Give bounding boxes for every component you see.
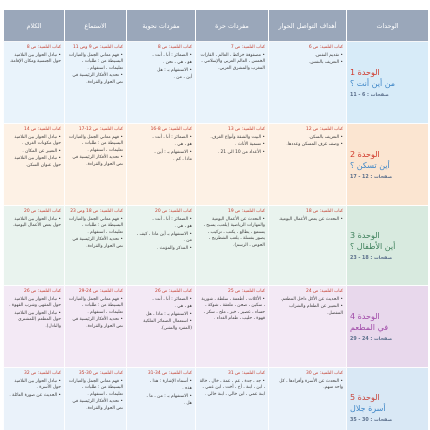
cell-line: • الأكلات ، أطعمة ، سلطة ، شوربة ، سكين ، صحن ، ملعقة ، شوكة ، حساء ، عصير ، خبز ، ملح ، سكر ، قهوة ، حليب ، طعام الغداء .	[201, 296, 265, 322]
cell-line: هو ، هي .	[174, 304, 192, 310]
goals-cell	[268, 206, 346, 286]
unit-cell	[346, 124, 428, 206]
header-units: الوحدات	[346, 10, 428, 42]
grammar-vocab-cell	[126, 124, 195, 206]
free-vocab-cell	[195, 206, 268, 286]
cell-line: • تبادل الحوار بين التلاميذ حول الجنسية ومكان الإقامة.	[9, 52, 61, 65]
cell-line: • الضمائر : أنا ، أنت ،	[152, 52, 192, 58]
cell-line: • تبادل الحوار بين التلاميذ حول الأسرة .	[14, 378, 61, 391]
listening-cell	[64, 206, 126, 286]
cell-line: • تحديد الأفكار الرئيسية في نص الحوار والقراءة.	[72, 73, 123, 85]
cell-line: • الضمائر : أنا ، أنت ،	[152, 134, 192, 140]
goals-cell	[268, 124, 346, 206]
cell-line: • التحدث عن الأسرة وأفرادها ، كل واحد منهم.	[279, 378, 343, 391]
cell-line: • تبادل الحوار بين التلاميذ حول بعض الأعمال اليومية.	[12, 216, 61, 229]
grammar-vocab-cell	[126, 286, 195, 368]
cell-line: • الضمائر : أنا ، أنت ،	[152, 216, 192, 222]
free-vocab-cell	[195, 42, 268, 124]
speaking-cell	[3, 368, 64, 430]
cell-line: • الحديث عن الأكل داخل المطعم.	[280, 296, 343, 302]
goals-cell	[268, 286, 346, 368]
cell-line: • الضمائر : أنا ، أنت ،	[152, 296, 192, 302]
book-reference: كتاب التلميذ: ص 18	[306, 209, 343, 214]
unit-title: أسرة جلال	[350, 403, 386, 413]
header-free-vocab: مفردات حرة	[195, 10, 268, 42]
cell-line: • تقديم النفس.	[314, 52, 343, 58]
cell-line: • التعبير عن المكان .	[22, 148, 61, 154]
grammar-vocab-cell	[126, 368, 195, 430]
cell-line: • التعريف بالسكن.	[308, 134, 343, 140]
cell-line: • أسماء الإشارة : هذا ،	[149, 378, 192, 384]
listening-cell	[64, 124, 126, 206]
book-reference: كتاب التلميذ: ص 6	[308, 45, 343, 50]
unit-pages: صفحات : 6 - 11	[350, 92, 389, 98]
cell-line: • تبادل الحوار بين التلاميذ حول المطعم (للمشتري والنادل).	[14, 310, 61, 329]
header-grammar-vocab: مفردات نحوية	[126, 10, 195, 42]
book-reference: كتاب التلميذ: ص 14	[24, 127, 61, 132]
speaking-cell	[3, 206, 64, 286]
unit-title: في المطعم	[350, 322, 389, 332]
cell-line: • فهم معاني الجمل والعبارات البسيطة من : طلبات ، تعليمات ، استفهام .	[68, 216, 123, 235]
curriculum-table	[3, 10, 428, 430]
cell-line: • فهم معاني الجمل والعبارات البسيطة من : طلبات ، تعليمات ، استفهام .	[68, 52, 123, 71]
unit-number: الوحدة 5	[350, 392, 380, 402]
unit-cell	[346, 286, 428, 368]
free-vocab-cell	[195, 124, 268, 206]
unit-pages: صفحات : 24 - 29	[350, 336, 393, 342]
cell-line: • تحديد الأفكار الرئيسية في نص الحوار والقراءة.	[72, 155, 123, 167]
book-reference: كتاب التلميذ: ص 26	[155, 289, 192, 294]
cell-line: • الاستفهام بـ أين ماذا ، كيف ، من .	[136, 231, 192, 244]
cell-line: • وصف غرف المسكن وعددها.	[286, 142, 343, 148]
cell-line: • تسمية الأثاث .	[235, 142, 265, 148]
cell-line: هذه .	[182, 386, 192, 392]
book-reference: كتاب التلميذ: ص 31	[228, 371, 265, 376]
cell-line: • التحدث عن الأعمال اليومية والمهارات الرياضية (يلعب، يسبح ، يستمع ، يطالع ، يكتب ، تركيب ، يصور بفسلة ، يلعب الشطرنج ، الحوض ، الرسم).	[203, 216, 265, 248]
speaking-cell	[3, 124, 64, 206]
cell-line: • الاستفهام بـ : هل	[157, 67, 192, 73]
free-vocab-cell	[195, 368, 268, 430]
unit-pages: صفحات : 12 - 17	[350, 174, 393, 180]
cell-line: • التعريف بالنفس.	[308, 60, 343, 66]
listening-cell	[64, 42, 126, 124]
unit-number: الوحدة 2	[350, 149, 380, 159]
unit-title: أين تسكن ؟	[350, 160, 390, 170]
cell-line: • تحديد الأفكار الرئيسية في نص الحوار والقراءة.	[72, 399, 123, 411]
cell-line: • تحديد الأفكار الرئيسية في نص الحوار والقراءة.	[72, 237, 123, 249]
cell-line: هو ، هي .	[174, 142, 192, 148]
goals-cell	[268, 368, 346, 430]
speaking-cell	[3, 286, 64, 368]
book-reference: كتاب التلميذ: ص 24-29	[78, 289, 123, 294]
goals-cell	[268, 42, 346, 124]
cell-line: أين ، من .	[173, 75, 192, 81]
cell-line: • مصفوفة خرائط ، العالم ، القارات الخمس ، العالم العربي والإسلامي ، المغرب والمشرق العربي.	[200, 52, 265, 71]
speaking-cell	[3, 42, 64, 124]
book-reference: كتاب التلميذ: ص 8	[26, 45, 61, 50]
unit-pages: صفحات : 18 - 23	[350, 255, 393, 261]
header-speaking: الكلام	[3, 10, 64, 42]
unit-title: من أين أنت ؟	[350, 78, 396, 88]
cell-line: هو ، هي .	[174, 224, 192, 230]
cell-line: • الأعداد من 10 الى 21 .	[217, 149, 265, 155]
unit-pages: صفحات : 30 - 35	[350, 417, 393, 423]
book-reference: كتاب التلميذ: ص 12-17	[78, 127, 123, 132]
cell-line: • الاستفهام بـ : ماذا ، هل	[146, 311, 192, 317]
book-reference: كتاب التلميذ: ص 30-35	[78, 371, 123, 376]
unit-cell	[346, 206, 428, 286]
unit-number: الوحدة 3	[350, 230, 380, 240]
book-reference: كتاب التلميذ: ص 24	[306, 289, 343, 294]
cell-line: • استعمال الضمائر الملكية (المفرد والمثنى).	[143, 319, 192, 331]
cell-line: • تبادل الحوار بين التلاميذ حول مكونات الغرف .	[14, 134, 61, 147]
unit-number: الوحدة 4	[350, 311, 380, 321]
cell-line: • الاستفهام بـ : من ، ما ،	[146, 393, 192, 399]
book-reference: كتاب التلميذ: ص 20	[24, 209, 61, 214]
cell-line: • التعبير عن الطعام والشراب المفضل.	[289, 304, 343, 316]
book-reference: كتاب التلميذ: ص 30	[306, 371, 343, 376]
unit-cell	[346, 368, 428, 430]
book-reference: كتاب التلميذ: ص 26	[24, 289, 61, 294]
book-reference: كتاب التلميذ: ص 20	[155, 209, 192, 214]
cell-line: • التحدث عن بعض الأعمال اليومية.	[278, 216, 343, 222]
cell-line: هو ، هي ، نحن .	[162, 60, 192, 66]
cell-line: ماذا ، كم .	[173, 157, 192, 163]
listening-cell	[64, 286, 126, 368]
book-reference: كتاب التلميذ: ص 13	[228, 127, 265, 132]
book-reference: كتاب التلميذ: ص 18 وص 23	[70, 209, 123, 214]
grammar-vocab-cell	[126, 42, 195, 124]
cell-line: • الاستفهام بـ : أين ،	[154, 149, 192, 155]
book-reference: كتاب التلميذ: ص 25	[228, 289, 265, 294]
book-reference: كتاب التلميذ: ص 9 وص 11	[73, 45, 123, 50]
unit-cell	[346, 42, 428, 124]
book-reference: كتاب التلميذ: ص 8	[157, 45, 192, 50]
cell-line: • فهم معاني الجمل والعبارات البسيطة من : طلبات ، تعليمات ، استفهام .	[68, 296, 123, 315]
cell-line: • الحديث عن صورة العائلة .	[9, 392, 61, 398]
listening-cell	[64, 368, 126, 430]
header-communication-goals: أهداف التواصل الحوار	[268, 10, 346, 42]
free-vocab-cell	[195, 286, 268, 368]
book-reference: كتاب التلميذ: ص 8-16	[150, 127, 192, 132]
grammar-vocab-cell	[126, 206, 195, 286]
book-reference: كتاب التلميذ: ص 7	[230, 45, 265, 50]
cell-line: • فهم معاني الجمل والعبارات البسيطة من : طلبات ، تعليمات ، استفهام .	[68, 134, 123, 153]
unit-title: أين الأطفال ؟	[350, 241, 396, 251]
book-reference: كتاب التلميذ: ص 34-31	[147, 371, 192, 376]
cell-line: • تبادل الحوار بين التلاميذ حول المقهى وشرب القهوة .	[9, 296, 61, 309]
cell-line: هل .	[183, 401, 192, 407]
book-reference: كتاب التلميذ: ص 12	[306, 127, 343, 132]
cell-line: • تبادل الحوار بين التلاميذ حول عنوان السكن.	[14, 156, 61, 168]
header-listening: الاستماع	[64, 10, 126, 42]
cell-line: • جد ، جدة ، عم ، عمة ، خال ، خالة ، ابن ، ابنة ، أخ ، أخت ، ابن عمي ، ابنة عمي ، ابن خالي ، ابنة خالي .	[199, 378, 265, 397]
cell-line: • فهم معاني الجمل والعبارات البسيطة من : طلبات ، تعليمات ، استفهام .	[68, 378, 123, 397]
cell-line: • تحديد الأفكار الرئيسية في نص الحوار والقراءة.	[72, 317, 123, 329]
book-reference: كتاب التلميذ: ص 32	[24, 371, 61, 376]
unit-number: الوحدة 1	[350, 67, 380, 77]
book-reference: كتاب التلميذ: ص 19	[228, 209, 265, 214]
cell-line: • المذكر والمؤنث .	[156, 245, 192, 251]
cell-line: • البيت والشقة وأنواع الغرف.	[210, 134, 265, 140]
